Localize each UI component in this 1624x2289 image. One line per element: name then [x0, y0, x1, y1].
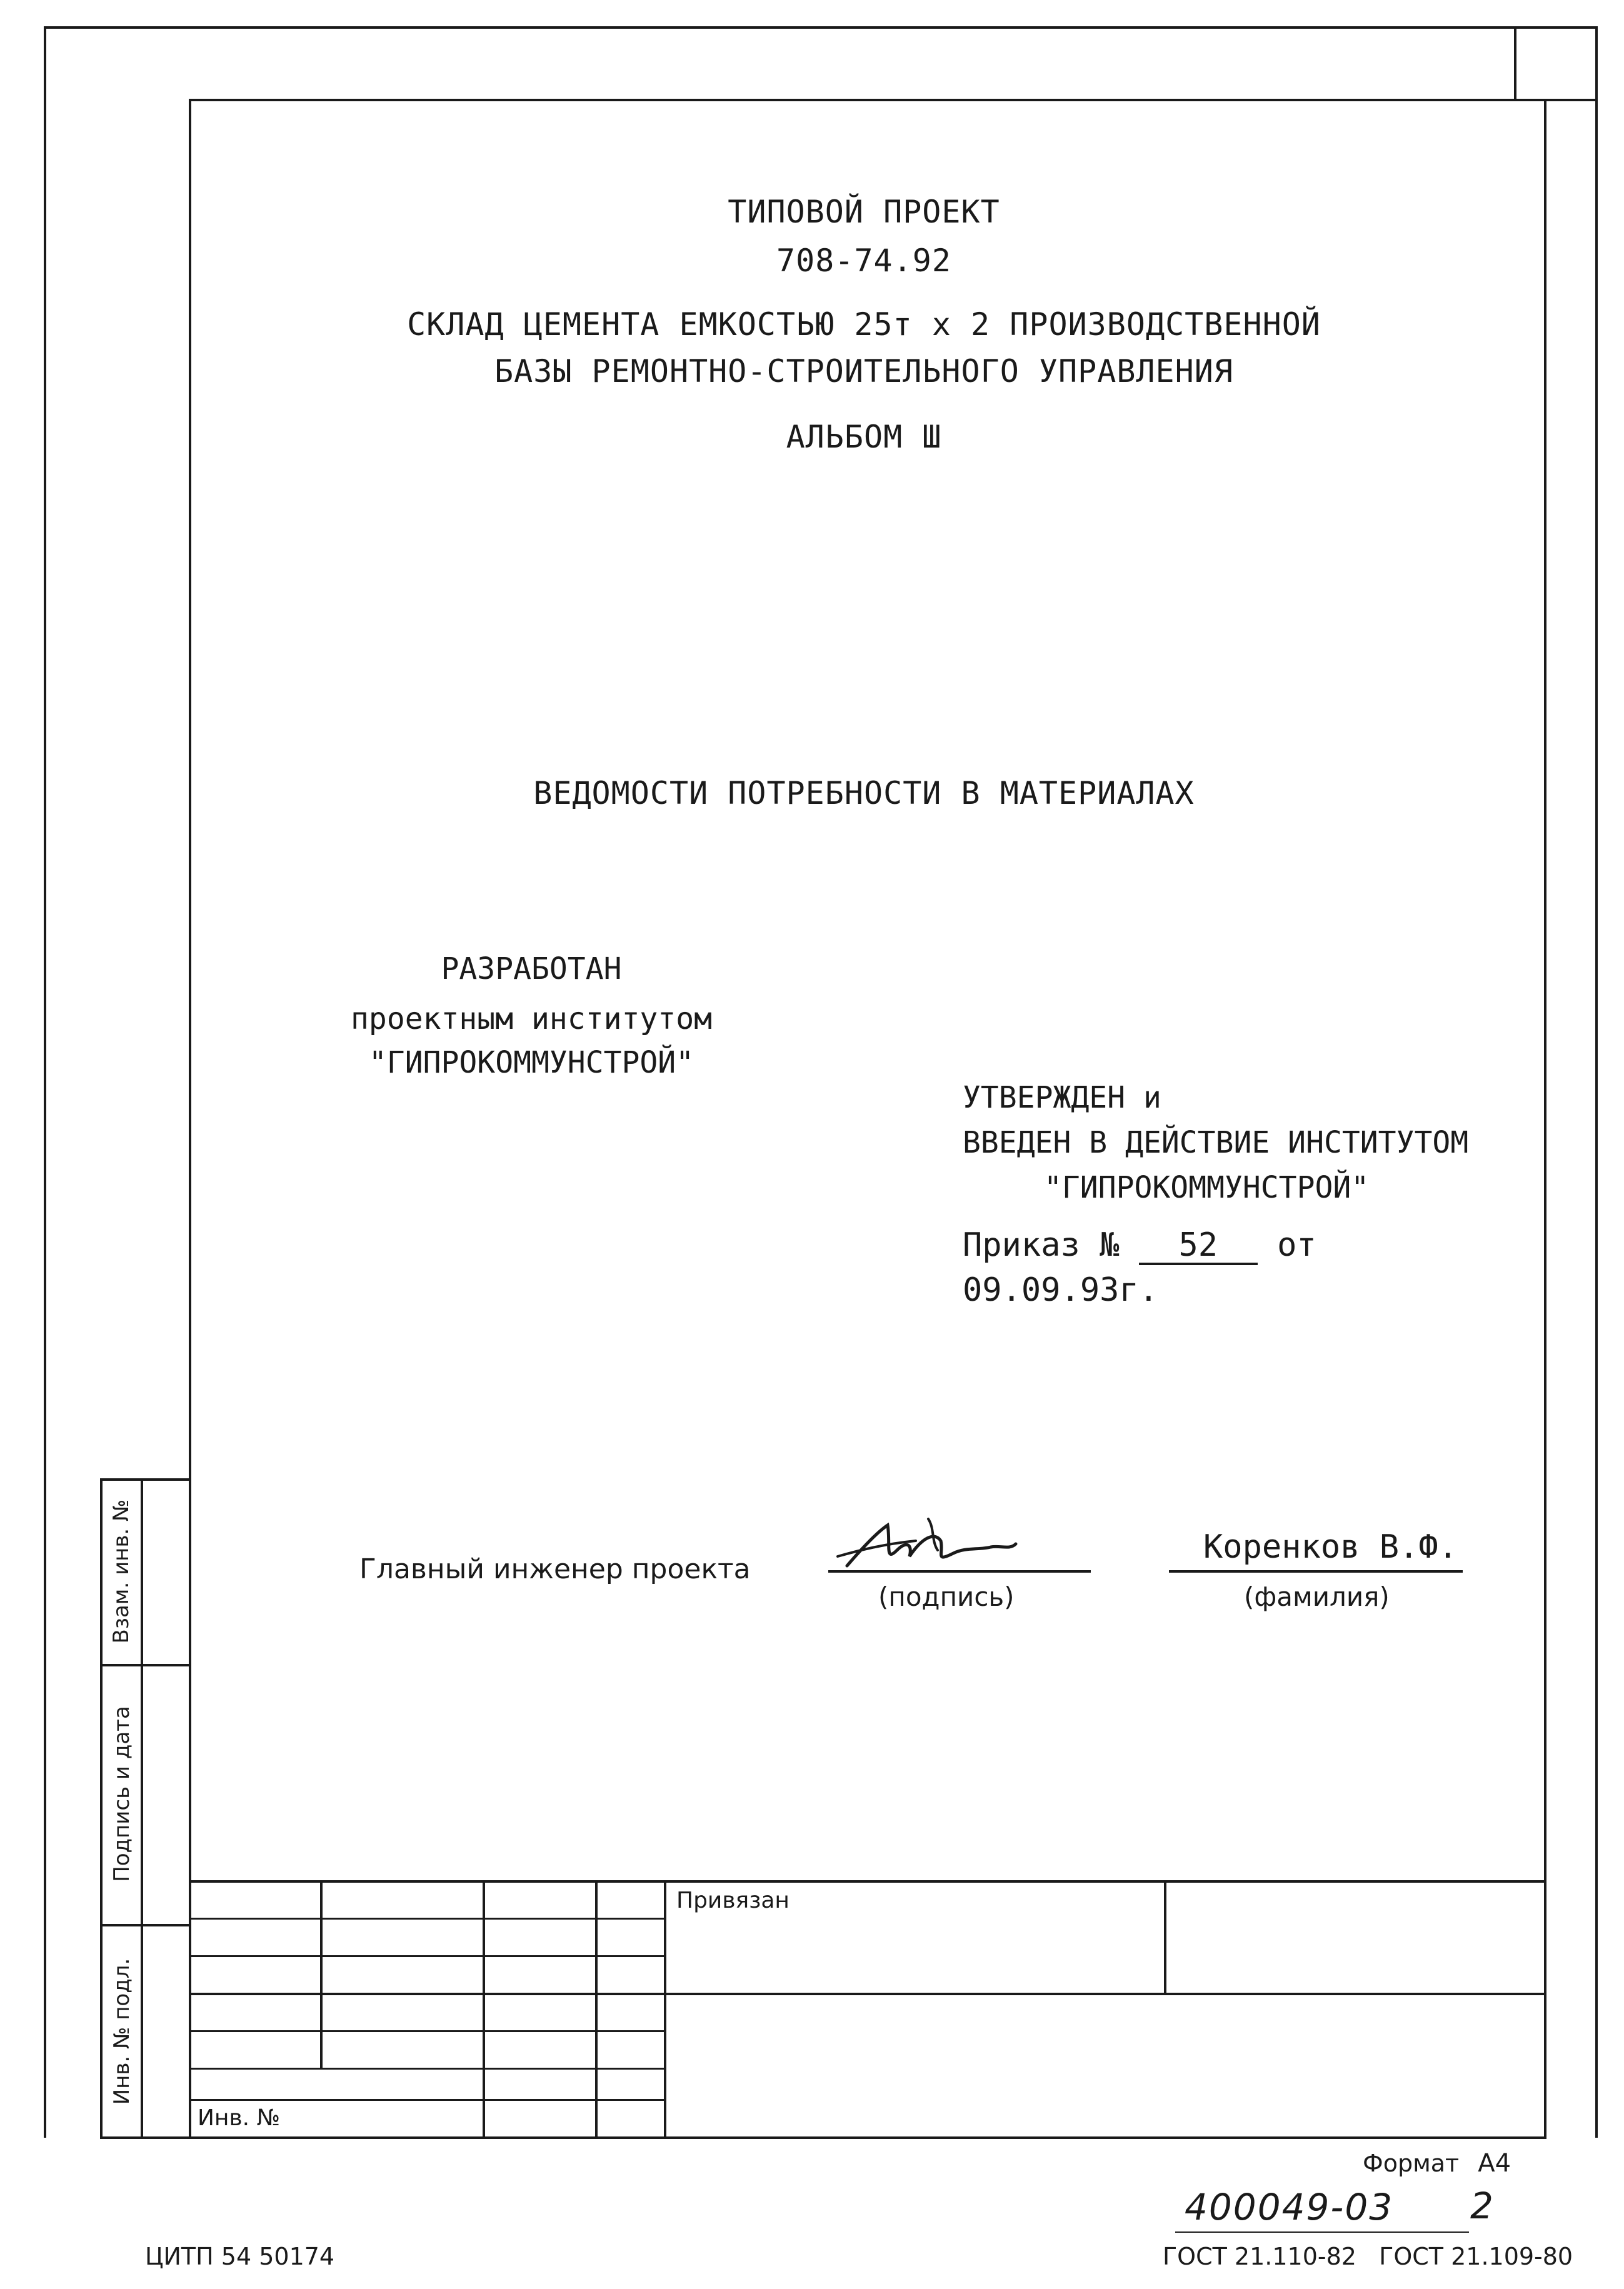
outer-right-border	[1595, 26, 1598, 2138]
order-date: от 09.09.93г.	[963, 1226, 1316, 1309]
signature-image	[828, 1506, 1028, 1594]
project-title-line2: БАЗЫ РЕМОНТНО-СТРОИТЕЛЬНОГО УПРАВЛЕНИЯ	[494, 353, 1233, 389]
tb-hline-3	[189, 1955, 664, 1957]
tb-hline-7	[189, 2099, 664, 2101]
inv-number-label: Инв. №	[198, 2105, 281, 2131]
standards-footer: ГОСТ 21.110-82 ГОСТ 21.109-80	[1163, 2243, 1573, 2270]
frame-left	[189, 99, 191, 2138]
project-title-line1: СКЛАД ЦЕМЕНТА ЕМКОСТЬЮ 25т x 2 ПРОИЗВОДСТВЕННОЙ	[407, 306, 1321, 343]
tb-vline-4	[664, 1880, 666, 2136]
document-code: 400049-03	[1185, 2186, 1394, 2228]
approved-block	[963, 1075, 1525, 1313]
project-number: 708-74.92	[776, 243, 951, 279]
tb-vline-1	[320, 1880, 323, 2068]
format-value: А4	[1478, 2149, 1511, 2178]
developed-label: РАЗРАБОТАН	[441, 951, 622, 986]
outer-top-border	[44, 26, 1598, 29]
approved-label: УТВЕРЖДЕН и	[963, 1080, 1161, 1115]
document-code-underline	[1175, 2231, 1469, 2233]
tb-hline-6	[189, 2068, 664, 2070]
developed-institute-label: проектным институтом	[351, 1001, 712, 1036]
format-label: Формат	[1363, 2150, 1460, 2177]
chief-engineer-label: Главный инженер проекта	[359, 1553, 751, 1585]
left-footer-code: ЦИТП 54 50174	[145, 2243, 335, 2270]
developed-institute-name: "ГИПРОКОММУНСТРОЙ"	[368, 1045, 694, 1080]
frame-top	[189, 99, 1595, 101]
developed-by-block	[313, 944, 750, 1088]
engineer-name: Коренков В.Ф.	[1203, 1528, 1458, 1566]
tb-hline-2	[189, 1918, 664, 1920]
side-stamp-mid	[141, 1478, 143, 2138]
signature-underline	[828, 1570, 1091, 1573]
approved-introduced: ВВЕДЕН В ДЕЙСТВИЕ ИНСТИТУТОМ	[963, 1125, 1469, 1160]
name-underline	[1169, 1570, 1463, 1573]
name-caption: (фамилия)	[1244, 1581, 1390, 1612]
approved-institute-name: "ГИПРОКОММУНСТРОЙ"	[1044, 1170, 1370, 1205]
tb-hline-5	[189, 2030, 664, 2032]
attached-label: Привязан	[676, 1888, 789, 1913]
corner-tab-divider	[1514, 26, 1516, 100]
frame-right	[1544, 99, 1546, 2138]
signature-caption: (подпись)	[878, 1581, 1015, 1612]
tb-hline-4	[189, 1993, 1546, 1995]
tb-vline-5	[1164, 1880, 1166, 1993]
tb-vline-2	[483, 1880, 485, 2136]
tb-hline-1	[189, 1880, 1546, 1883]
document-subject: ВЕДОМОСТИ ПОТРЕБНОСТИ В МАТЕРИАЛАХ	[533, 775, 1195, 811]
order-label: Приказ №	[963, 1226, 1120, 1264]
project-type: ТИПОВОЙ ПРОЕКТ	[728, 194, 1000, 230]
album-number: АЛЬБОМ Ш	[786, 419, 942, 455]
order-line	[963, 1223, 1525, 1313]
tb-vline-3	[595, 1880, 598, 2136]
stamp-original-inv-label: Инв. № подл.	[109, 1958, 134, 2105]
side-stamp-div2	[100, 1924, 191, 1926]
stamp-signature-date-label: Подпись и дата	[109, 1706, 134, 1882]
side-stamp-left	[100, 1478, 103, 2138]
sheet-number: 2	[1470, 2185, 1493, 2227]
format-line	[1363, 2149, 1511, 2178]
order-number: 52	[1139, 1228, 1258, 1265]
stamp-replaced-inv-label: Взам. инв. №	[109, 1499, 134, 1644]
frame-bottom	[100, 2136, 1546, 2139]
outer-left-border	[44, 26, 46, 2138]
